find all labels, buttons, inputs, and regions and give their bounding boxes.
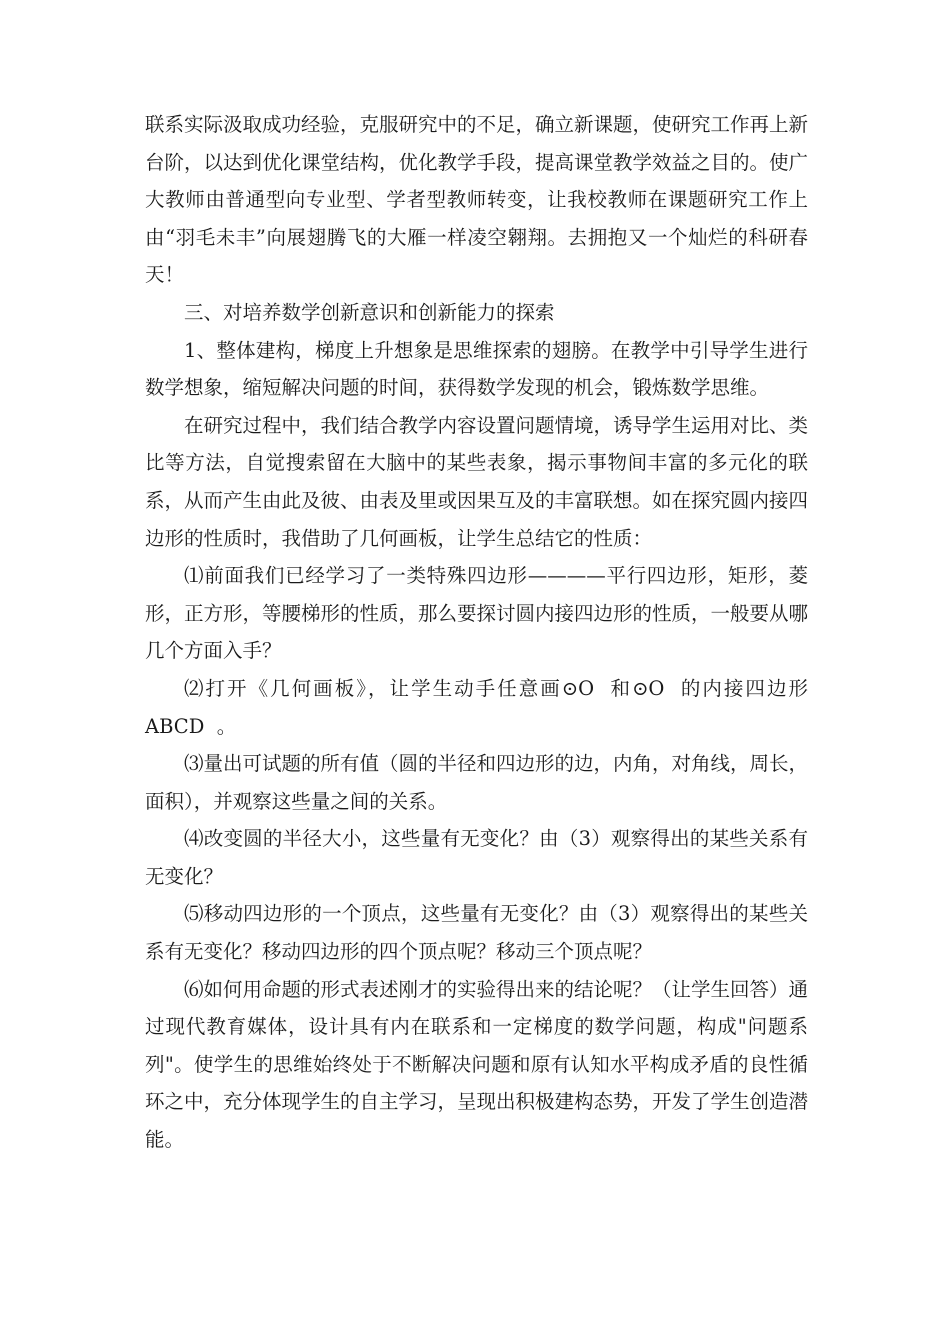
document-body bbox=[145, 106, 815, 1159]
section-heading: 三、对培养数学创新意识和创新能力的探索 bbox=[184, 300, 555, 324]
list-item-step-5: ⑸移动四边形的一个顶点，这些量有无变化？由（3）观察得出的某些关系有无变化？移动四边形的四个顶点呢？移动三个顶点呢？ bbox=[145, 902, 808, 964]
paragraph-research-process: 在研究过程中，我们结合教学内容设置问题情境，诱导学生运用对比、类比等方法，自觉搜索留在大脑中的某些表象，揭示事物间丰富的多元化的联系，从而产生由此及彼、由表及里或因果互及的丰富联想。如在探究圆内接四边形的性质时，我借助了几何画板，让学生总结它的性质： bbox=[145, 413, 809, 550]
paragraph-point-1: 1、整体建构，梯度上升想象是思维探索的翅膀。在教学中引导学生进行数学想象，缩短解决问题的时间，获得数学发现的机会，锻炼数学思维。 bbox=[145, 338, 808, 400]
list-item-step-4: ⑷改变圆的半径大小，这些量有无变化？由（3）观察得出的某些关系有无变化？ bbox=[145, 827, 808, 888]
list-item-step-3: ⑶量出可试题的所有值（圆的半径和四边形的边，内角，对角线，周长，面积），并观察这些量之间的关系。 bbox=[145, 752, 809, 813]
list-item-step-6: ⑹如何用命题的形式表述刚才的实验得出来的结论呢？（让学生回答）通过现代教育媒体，设计具有内在联系和一定梯度的数学问题，构成"问题系列"。使学生的思维始终处于不断解决问题和原有认知水平构成矛盾的良性循环之中，充分体现学生的自主学习，呈现出积极建构态势，开发了学生创造潜能。 bbox=[145, 977, 809, 1152]
list-item-step-2: ⑵打开《几何画板》，让学生动手任意画⊙O 和⊙O 的内接四边形 ABCD 。 bbox=[145, 676, 815, 738]
list-item-step-1: ⑴前面我们已经学习了一类特殊四边形————平行四边形，矩形，菱形，正方形，等腰梯形的性质，那么要探讨圆内接四边形的性质，一般要从哪几个方面入手？ bbox=[145, 564, 809, 663]
paragraph-continuation: 联系实际汲取成功经验，克服研究中的不足，确立新课题，使研究工作再上新台阶，以达到优化课堂结构，优化教学手段，提高课堂教学效益之目的。使广大教师由普通型向专业型、学者型教师转变，让我校教师在课题研究工作上由“羽毛未丰”向展翅腾飞的大雁一样凌空翱翔。去拥抱又一个灿烂的科研春天！ bbox=[145, 113, 809, 287]
